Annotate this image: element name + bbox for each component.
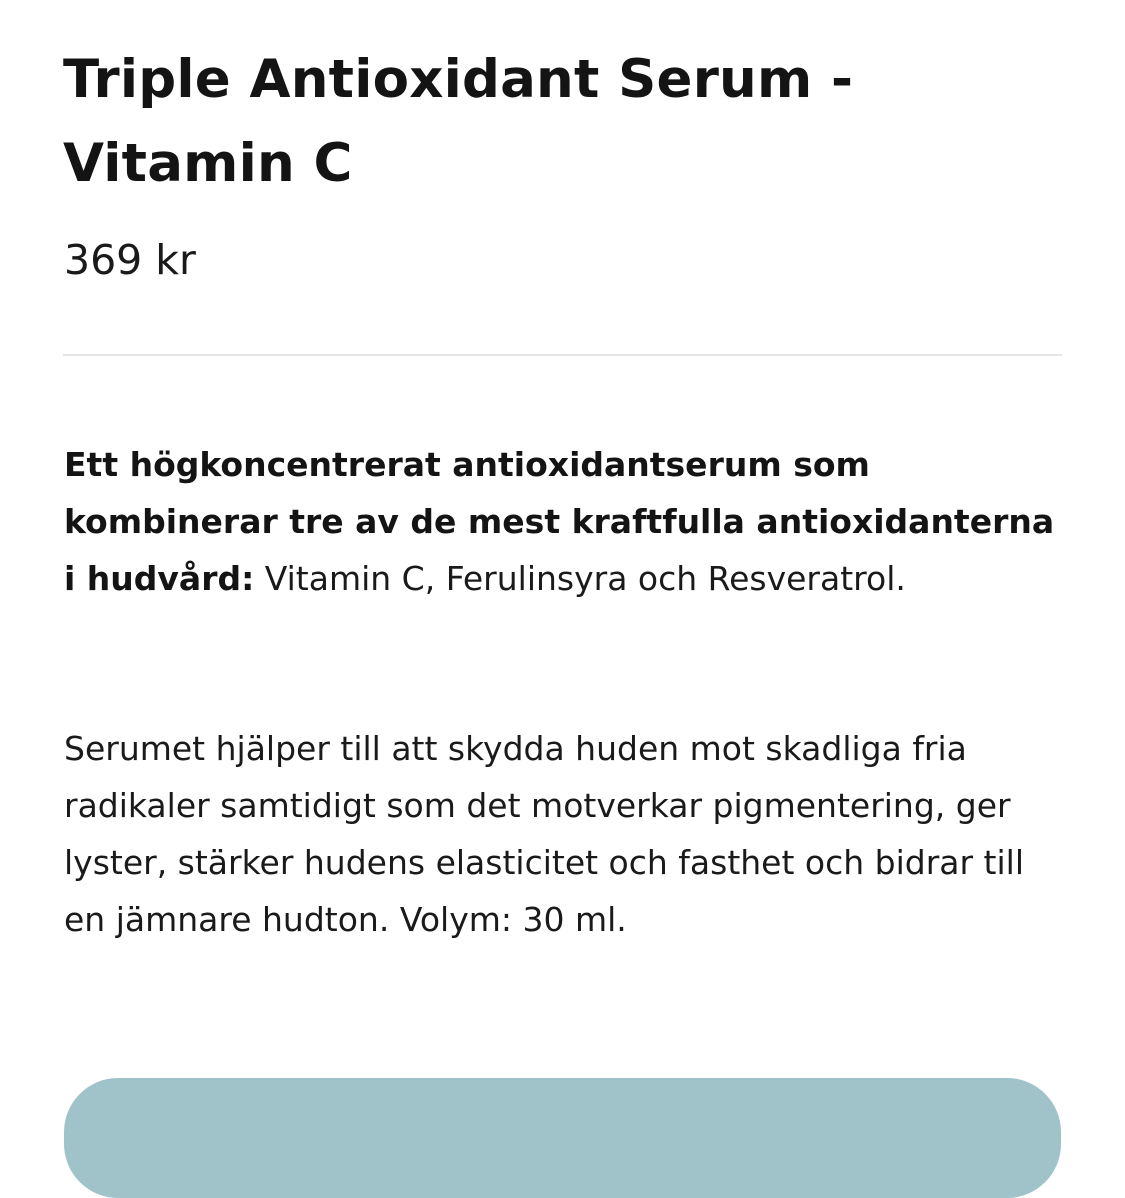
product-price: 369 kr xyxy=(64,236,196,284)
product-title: Triple Antioxidant Serum - Vitamin C xyxy=(63,49,854,194)
description-body: Serumet hjälper till att skydda huden mot skadliga fria radikaler samtidigt som det motverkar pigmentering, ger lyster, stärker hudens elasticitet och fasthet och bidrar till en jämnare hudton. Volym: 30 ml. xyxy=(64,729,1024,939)
description-intro-bold: Ett högkoncentrerat antioxidantserum som kombinerar tre av de mest kraftfulla antioxidanterna i hudvård: xyxy=(64,445,1055,598)
add-to-cart-button[interactable] xyxy=(64,1078,1061,1198)
description-intro xyxy=(64,436,1064,607)
divider xyxy=(63,354,1062,356)
description-intro-rest: Vitamin C, Ferulinsyra och Resveratrol. xyxy=(254,559,906,598)
